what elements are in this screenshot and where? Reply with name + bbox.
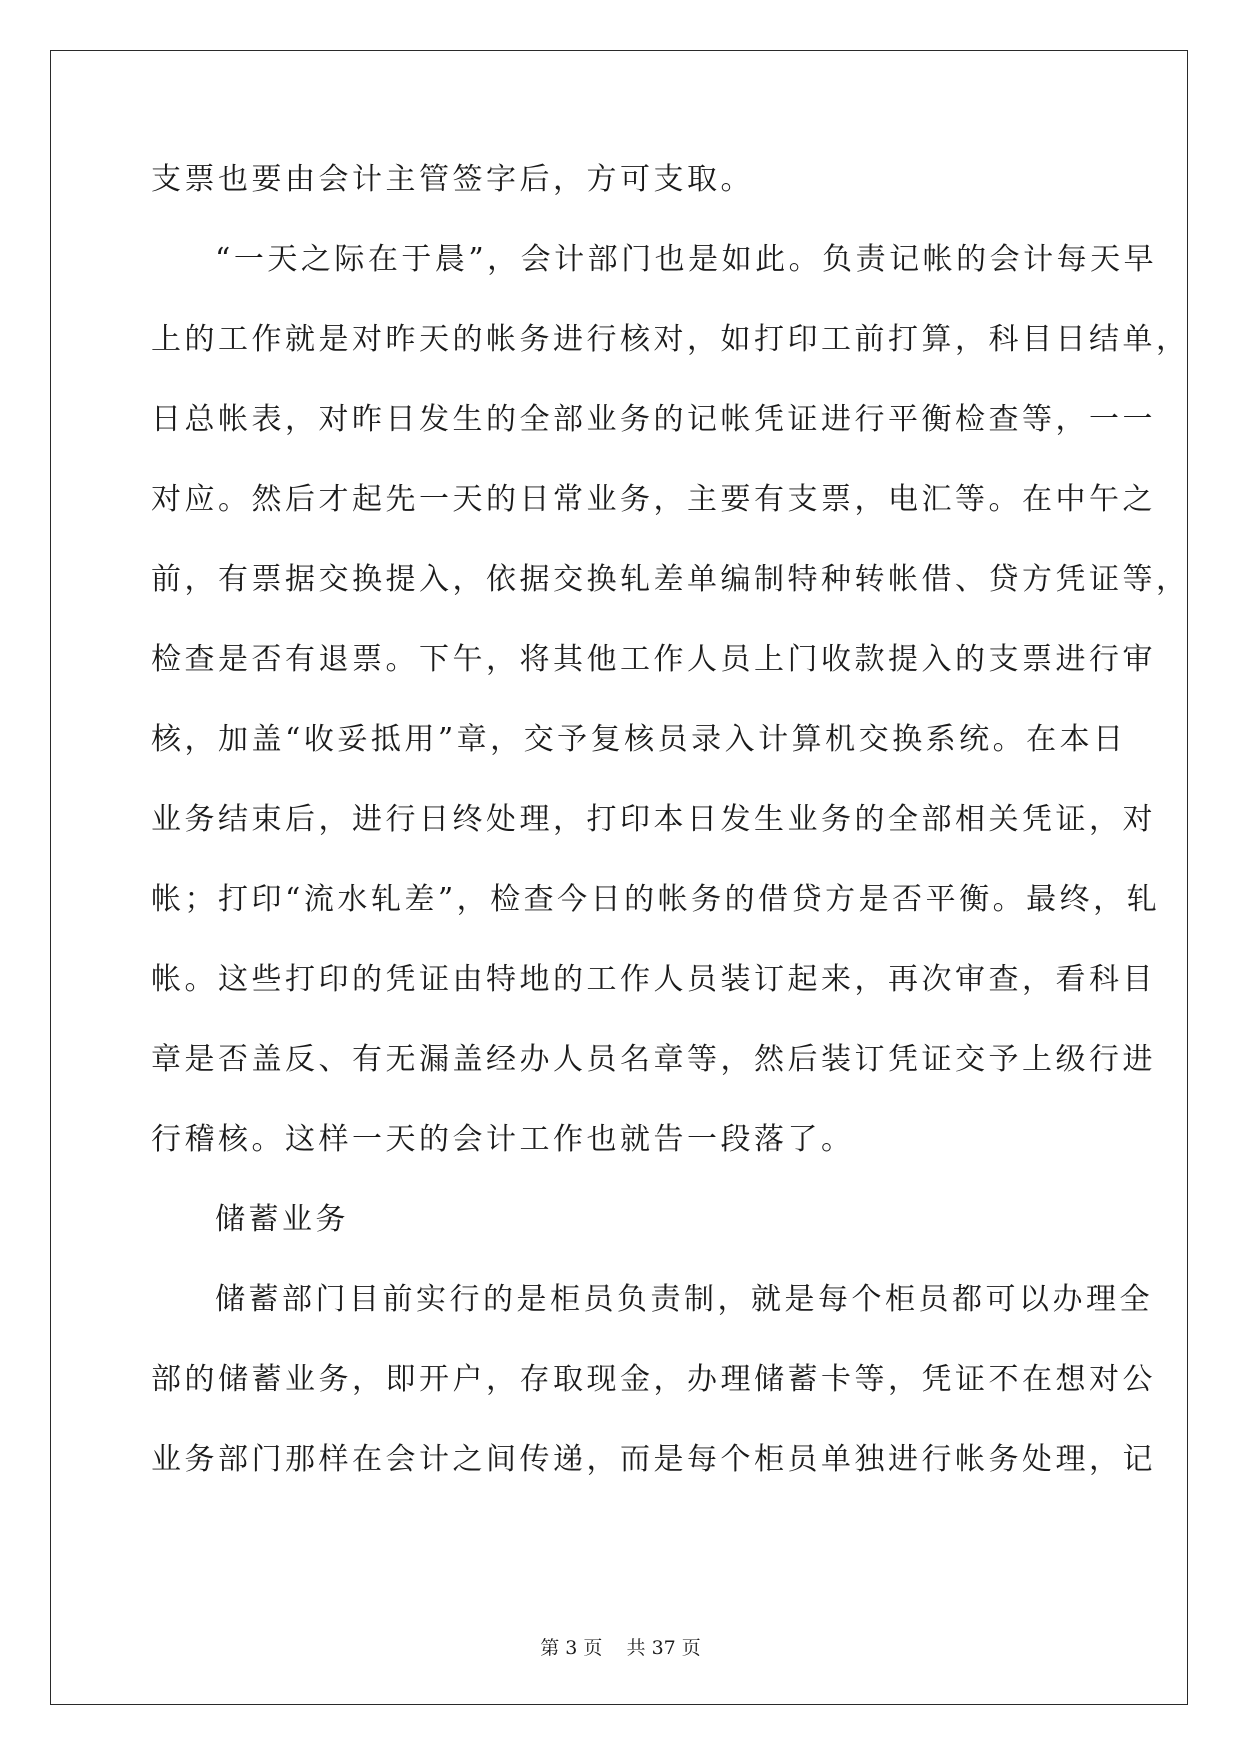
text-line-1: 支票也要由会计主管签字后，方可支取。 <box>151 162 754 197</box>
page-number: 第 3 页 <box>540 1637 603 1659</box>
text-line-12: 章是否盖反、有无漏盖经办人员名章等，然后装订凭证交予上级行进 <box>151 1042 1156 1077</box>
text-line-7: 检查是否有退票。下午，将其他工作人员上门收款提入的支票进行审 <box>151 642 1156 677</box>
document-body <box>151 160 1190 1520</box>
text-line-3: 上的工作就是对昨天的帐务进行核对，如打印工前打算，科目日结单， <box>151 322 1190 357</box>
page-total: 共 37 页 <box>626 1637 701 1659</box>
text-line-9: 业务结束后，进行日终处理，打印本日发生业务的全部相关凭证，对 <box>151 802 1156 837</box>
text-line-4: 日总帐表，对昨日发生的全部业务的记帐凭证进行平衡检查等，一一 <box>151 402 1156 437</box>
text-line-10: 帐；打印“流水轧差”，检查今日的帐务的借贷方是否平衡。最终，轧 <box>151 882 1161 917</box>
section-heading: 储蓄业务 <box>215 1202 349 1237</box>
page-footer <box>0 1636 1241 1660</box>
text-line-16: 部的储蓄业务，即开户，存取现金，办理储蓄卡等，凭证不在想对公 <box>151 1362 1156 1397</box>
text-line-11: 帐。这些打印的凭证由特地的工作人员装订起来，再次审查，看科目 <box>151 962 1156 997</box>
text-line-2: “一天之际在于晨”，会计部门也是如此。负责记帐的会计每天早 <box>215 242 1158 277</box>
text-line-13: 行稽核。这样一天的会计工作也就告一段落了。 <box>151 1122 855 1157</box>
text-line-15: 储蓄部门目前实行的是柜员负责制，就是每个柜员都可以办理全 <box>215 1282 1153 1317</box>
text-line-5: 对应。然后才起先一天的日常业务，主要有支票，电汇等。在中午之 <box>151 482 1156 517</box>
text-line-6: 前，有票据交换提入，依据交换轧差单编制特种转帐借、贷方凭证等， <box>151 562 1190 597</box>
text-line-17: 业务部门那样在会计之间传递，而是每个柜员单独进行帐务处理，记 <box>151 1442 1156 1477</box>
text-line-8: 核，加盖“收妥抵用”章，交予复核员录入计算机交换系统。在本日 <box>151 722 1127 757</box>
